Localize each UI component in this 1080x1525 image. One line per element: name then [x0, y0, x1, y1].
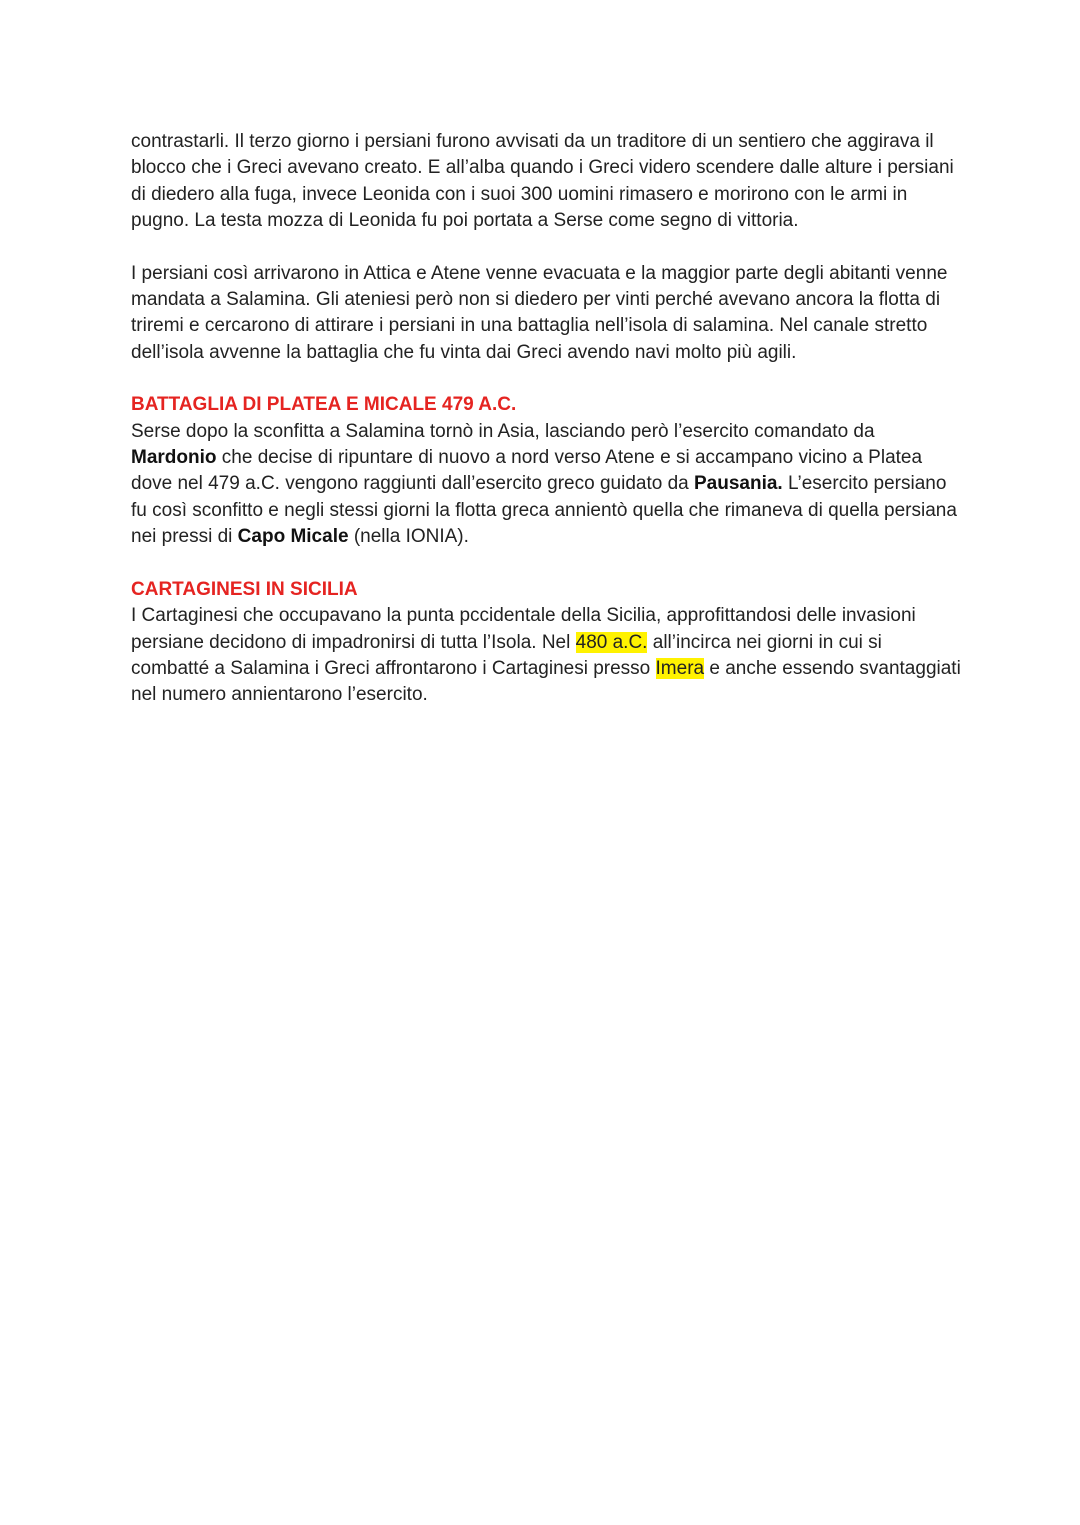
highlight-place: Imera	[655, 657, 705, 679]
bold-term-mardonio: Mardonio	[131, 447, 217, 469]
body-text: L’esercito persiano fu così sconfitto e negli stessi giorni la flotta greca annientò quella che rimaneva di quella persiana nei pressi di	[131, 473, 957, 548]
paragraph-salamina: I persiani così arrivarono in Attica e Atene venne evacuata e la maggior parte degli abitanti venne mandata a Salamina. Gli ateniesi però non si diedero per vinti perché avevano ancora la flotta di triremi e cercarono di attirare i persiani in una battaglia nell’isola di salamina. Nel canale stretto dell’isola avvenne la battaglia che fu vinta dai Greci avendo navi molto più agili.	[131, 262, 948, 363]
highlight-date: 480 a.C.	[575, 631, 648, 653]
body-text: all’incirca nei giorni in cui si combatté a Salamina i Greci affrontarono i Cartaginesi presso	[131, 631, 882, 679]
bold-term-pausania: Pausania.	[694, 473, 783, 495]
body-text: e anche essendo svantaggiati nel numero annientarono l’esercito.	[131, 657, 961, 706]
paragraph-thermopylae: contrastarli. Il terzo giorno i persiani furono avvisati da un traditore di un sentiero che aggirava il blocco che i Greci avevano creato. E all’alba quando i Greci videro scendere dalle alture i persiani di diedero alla fuga, invece Leonida con i suoi 300 uomini rimasero e morirono con le armi in pugno. La testa mozza di Leonida fu poi portata a Serse come segno di vittoria.	[131, 131, 954, 232]
body-text: che decise di ripuntare di nuovo a nord verso Atene e si accampano vicino a Platea dove nel 479 a.C. vengono raggiunti dall’esercito greco guidato da	[131, 447, 923, 495]
body-text: I Cartaginesi che occupavano la punta pccidentale della Sicilia, approfittandosi delle invasioni persiane decidono di impadronirsi di tutta l’Isola. Nel	[131, 605, 916, 653]
section-heading: BATTAGLIA DI PLATEA E MICALE 479 A.C.	[131, 394, 517, 416]
document-page	[131, 129, 961, 735]
section-heading: CARTAGINESI IN SICILIA	[131, 578, 358, 600]
body-text: (nella IONIA).	[348, 526, 469, 548]
bold-term-capo-micale: Capo Micale	[237, 526, 349, 548]
section-platea-micale	[131, 392, 961, 550]
section-cartaginesi	[131, 577, 961, 709]
body-text: Serse dopo la sconfitta a Salamina tornò in Asia, lasciando però l’esercito comandato da	[131, 420, 875, 442]
